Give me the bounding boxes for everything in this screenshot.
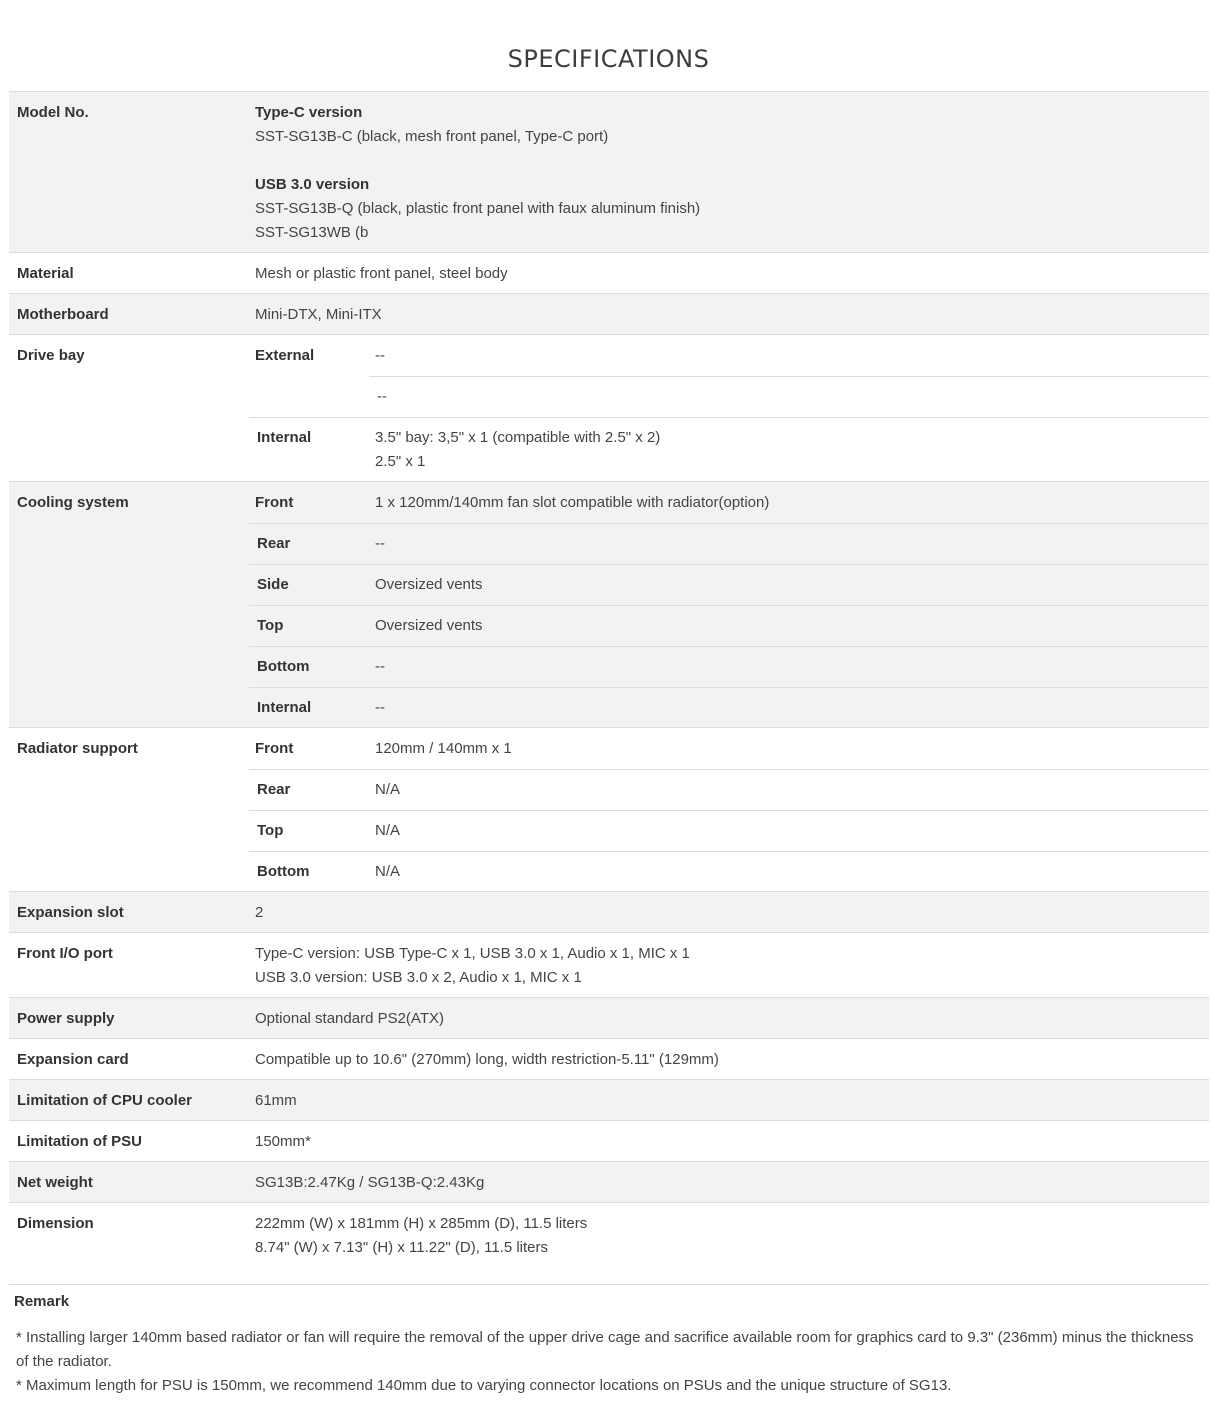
divider [369, 376, 1209, 377]
spec-row-power-supply [9, 998, 1209, 1039]
radiator-front-value: 120mm / 140mm x 1 [375, 740, 512, 757]
spec-label-drive-bay: Drive bay [17, 347, 85, 364]
usb-model-1: SST-SG13B-Q (black, plastic front panel with faux aluminum finish) [255, 200, 701, 217]
radiator-front-label: Front [255, 740, 294, 757]
spec-label-radiator: Radiator support [17, 740, 138, 757]
spec-row-cpu-cooler [9, 1080, 1209, 1121]
spec-label-material: Material [17, 265, 74, 282]
spec-row-drive-bay [9, 335, 1209, 482]
cooling-front-value: 1 x 120mm/140mm fan slot compatible with radiator(option) [375, 494, 770, 511]
spec-label-motherboard: Motherboard [17, 306, 109, 323]
front-io-typec: Type-C version: USB Type-C x 1, USB 3.0 x 1, Audio x 1, MIC x 1 [255, 945, 690, 962]
divider [249, 564, 1209, 565]
cooling-internal-value: -- [375, 699, 385, 716]
spec-row-material [9, 253, 1209, 294]
divider [249, 851, 1209, 852]
radiator-top-value: N/A [375, 822, 401, 839]
divider [249, 810, 1209, 811]
divider [249, 646, 1209, 647]
divider [249, 417, 1209, 418]
spec-label-expansion-card: Expansion card [17, 1051, 129, 1068]
front-io-usb: USB 3.0 version: USB 3.0 x 2, Audio x 1, MIC x 1 [255, 969, 582, 986]
spec-value-power-supply: Optional standard PS2(ATX) [255, 1010, 444, 1027]
spec-label-front-io: Front I/O port [17, 945, 113, 962]
spec-row-expansion-card [9, 1039, 1209, 1080]
spec-row-radiator [9, 728, 1209, 892]
spec-label-net-weight: Net weight [17, 1174, 93, 1191]
drive-external-value-2: -- [377, 388, 387, 405]
divider [249, 523, 1209, 524]
spec-value-psu-limit: 150mm* [255, 1133, 311, 1150]
spec-label-expansion-slot: Expansion slot [17, 904, 124, 921]
radiator-rear-value: N/A [375, 781, 401, 798]
cooling-side-value: Oversized vents [375, 576, 483, 593]
cooling-bottom-value: -- [375, 658, 385, 675]
spec-row-psu-limit [9, 1121, 1209, 1162]
drive-external-label: External [255, 347, 315, 364]
dimension-imperial: 8.74" (W) x 7.13" (H) x 11.22" (D), 11.5 liters [255, 1239, 549, 1256]
spec-label-dimension: Dimension [17, 1215, 94, 1232]
divider [249, 605, 1209, 606]
page-title: SPECIFICATIONS [507, 45, 710, 73]
remark-note-psu: * Maximum length for PSU is 150mm, we recommend 140mm due to varying connector locations on PSUs and the unique structure of SG13. [16, 1377, 952, 1394]
divider [249, 687, 1209, 688]
spec-label-cpu-cooler: Limitation of CPU cooler [17, 1092, 193, 1109]
spec-row-dimension [9, 1203, 1209, 1285]
cooling-top-label: Top [257, 617, 284, 634]
spec-value-net-weight: SG13B:2.47Kg / SG13B-Q:2.43Kg [255, 1174, 485, 1191]
spec-row-model [9, 92, 1209, 253]
spec-value-cpu-cooler: 61mm [255, 1092, 297, 1109]
cooling-internal-label: Internal [257, 699, 312, 716]
spec-row-expansion-slot [9, 892, 1209, 933]
drive-internal-label: Internal [257, 429, 312, 446]
typec-heading: Type-C version [255, 104, 363, 121]
cooling-side-label: Side [257, 576, 289, 593]
radiator-bottom-label: Bottom [257, 863, 310, 880]
usb-model-2: SST-SG13WB (b [255, 224, 369, 241]
cooling-bottom-label: Bottom [257, 658, 310, 675]
cooling-rear-label: Rear [257, 535, 291, 552]
radiator-rear-label: Rear [257, 781, 291, 798]
spec-row-cooling [9, 482, 1209, 728]
usb-heading: USB 3.0 version [255, 176, 370, 193]
spec-value-motherboard: Mini-DTX, Mini-ITX [255, 306, 382, 323]
spec-label-psu-limit: Limitation of PSU [17, 1133, 142, 1150]
spec-label-power-supply: Power supply [17, 1010, 115, 1027]
spec-row-front-io [9, 933, 1209, 998]
cooling-top-value: Oversized vents [375, 617, 483, 634]
spec-row-motherboard [9, 294, 1209, 335]
divider [249, 769, 1209, 770]
dimension-metric: 222mm (W) x 181mm (H) x 285mm (D), 11.5 liters [255, 1215, 588, 1232]
remark-title: Remark [14, 1293, 70, 1310]
spec-value-material: Mesh or plastic front panel, steel body [255, 265, 508, 282]
spec-value-expansion-slot: 2 [255, 904, 264, 921]
spec-label-cooling: Cooling system [17, 494, 129, 511]
typec-model: SST-SG13B-C (black, mesh front panel, Type-C port) [255, 128, 609, 145]
spec-label-model: Model No. [17, 104, 89, 121]
remark-note-radiator: * Installing larger 140mm based radiator or fan will require the removal of the upper drive cage and sacrifice available room for graphics card to 9.3" (236mm) minus the thickness of the radiator. [16, 1329, 1194, 1370]
spec-value-expansion-card: Compatible up to 10.6" (270mm) long, width restriction-5.11" (129mm) [255, 1051, 719, 1068]
spec-table [9, 91, 1209, 1285]
drive-internal-value-1: 3.5" bay: 3,5" x 1 (compatible with 2.5" x 2) [375, 429, 661, 446]
cooling-front-label: Front [255, 494, 294, 511]
cooling-rear-value: -- [375, 535, 385, 552]
drive-internal-value-2: 2.5" x 1 [375, 453, 426, 470]
drive-external-value-1: -- [375, 347, 385, 364]
spec-row-net-weight [9, 1162, 1209, 1203]
radiator-top-label: Top [257, 822, 284, 839]
radiator-bottom-value: N/A [375, 863, 401, 880]
